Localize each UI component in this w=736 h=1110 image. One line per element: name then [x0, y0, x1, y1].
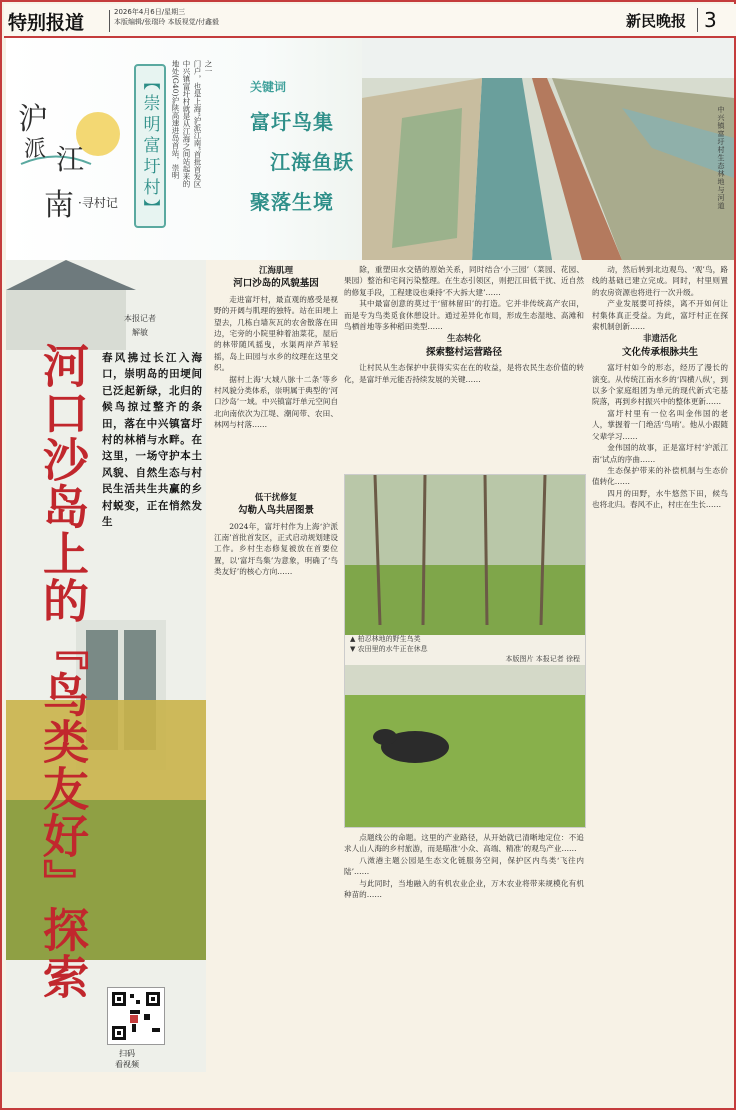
article-paragraph: 富圩村里有一位名叫金伟国的老人，掌握着一门绝活‘鸟哨’。他从小跟随父辈学习……	[592, 408, 728, 441]
section-heading: 探索整村运营路径	[425, 346, 502, 358]
column-tag: 【崇明富圩村】	[134, 64, 166, 228]
banner-headline-3: 聚落生境	[250, 190, 334, 214]
article-paragraph: 生态保护带来的补偿机制与生态价值转化……	[592, 465, 728, 487]
byline-name: 解敏	[132, 328, 148, 337]
article-paragraph: 与此同时，当地融入的有机农业企业，万木农业将带来规模化有机种苗的……	[344, 878, 584, 900]
qr-label-line: 看视频	[115, 1060, 139, 1069]
logo-char-2: 派	[24, 137, 47, 162]
intro-line: 之一	[204, 60, 213, 75]
logo-char-4: 南	[44, 188, 74, 223]
banner-headline-2: 江海鱼跃	[270, 150, 354, 174]
article-paragraph: 其中最富创意的莫过于‘留林留田’的打造。它并非传统高产农田，而是专为鸟类觅食休憩设计。通过差异化布局，形成生态湿地、高滩和鸟栖首地等多种稻田类型……	[344, 299, 584, 332]
lead-paragraph: 春风拂过长江入海口，崇明岛的田埂间已泛起新绿，北归的候鸟掠过整齐的条田，落在中兴镇富圩村的林梢与水畔。在这里，一场守护本土风貌、自然生态与村民生活共生共赢的乡村蜕变，正在悄然发生	[102, 352, 202, 529]
section-heading: 勾勒人鸟共居图景	[237, 505, 314, 517]
article-paragraph: 点题线公的命题。这里的产业路径，从开始就已清晰地定位：不追求人山人海的乡村旅游，而是瞄准‘小众、高端、精准’的观鸟产业……	[344, 833, 584, 854]
edition-date: 2026年4月6日/星期三	[114, 8, 186, 16]
section-label: 特别报道	[8, 12, 85, 34]
series-logo	[16, 94, 126, 234]
article-paragraph: 走进富圩村，最直观的感受是视野的开阔与肌理的独特。站在田埂上望去，几栋白墙灰瓦的农舍散落在田边，宅旁的小院里种着油菜花，屋后的林带随风摇曳，水渠两岸芦苇轻摇，岛上田园与水乡的纹理在这里交织。	[214, 294, 338, 373]
banner-headline-1: 富圩鸟集	[250, 110, 334, 134]
article-column-3	[592, 264, 728, 1066]
section-subheading: 江海肌理	[258, 266, 293, 276]
article-paragraph: 富圩村如今的形态，经历了漫长的演变。从传统江南水乡的‘四横八纵’，到以多个家庭组团为单元的现代新式宅基院落，再到乡村振兴中的整体更新……	[592, 363, 728, 407]
page-number: 3	[697, 8, 717, 32]
caption-line: ▲ 柏忍林地的野生鸟类	[350, 635, 421, 643]
newspaper-brand: 新民晚报	[626, 12, 687, 30]
byline-role: 本报记者	[124, 314, 156, 323]
article-paragraph: 2024年，富圩村作为上海‘沪派江南’首批首发区，正式启动规划建设工作。乡村生态修复被放在首要位置，以‘富圩鸟集’为意象，明确了‘鸟类友好’的核心方向……	[214, 521, 338, 577]
photo-caption	[350, 634, 580, 664]
section-subheading: 非遗活化	[642, 334, 677, 345]
qr-code[interactable]	[107, 987, 165, 1045]
article-paragraph: 四月的田野，水牛悠然下田，候鸟也将北归。春风不止，村庄在生长……	[592, 488, 728, 510]
article-paragraph: 产业发展要可持续，离不开如何让村集体真正受益。为此，富圩村正在探索机制创新……	[592, 299, 728, 332]
qr-label	[115, 1048, 139, 1070]
divider	[109, 10, 110, 32]
page-header	[4, 4, 736, 38]
edition-meta	[114, 7, 219, 27]
section-subheading: 生态转化	[446, 334, 481, 345]
section-heading: 文化传承根脉共生	[621, 346, 698, 358]
caption-line: ▼ 农田里的水牛正在休息	[350, 645, 428, 653]
logo-subtitle: ·寻村记	[78, 196, 118, 210]
section-subheading: 低干扰修复	[254, 492, 298, 503]
aerial-photo	[362, 38, 734, 260]
intro-line: 地处(G40)沪陕高速进岛首站，崇明	[171, 60, 180, 179]
article-paragraph: 据村上海‘大城八脉十二条’等乡村风貌分类体系，崇明属于典型的‘河口沙岛’一域。中兴镇富圩单元空间自北向南依次为江堤、潮间带、农田、林网与村落……	[214, 374, 338, 430]
article-paragraph: 让村民从生态保护中获得实实在在的收益，是将农民生态价值的转化，是富圩单元能否持续发展的关键……	[344, 363, 584, 384]
article-paragraph: 八滧港主题公园是生态文化链服务空间，保护区内鸟类‘飞往内陆’……	[344, 855, 584, 877]
logo-char-3: 江	[56, 143, 85, 176]
article-column-1	[214, 264, 338, 1066]
qr-label-line: 扫码	[119, 1049, 135, 1058]
section-heading: 河口沙岛的风貌基因	[233, 278, 319, 290]
intro-line: 中兴镇富圩村就是从江海之间站起来的	[182, 60, 191, 188]
article-column-2-bottom	[344, 832, 584, 1066]
banner-side-note: 中兴镇富圩村生态林地与河道	[717, 106, 725, 210]
logo-char-1: 沪	[18, 102, 48, 137]
edition-editors: 本版编辑/张瑞玲 本版视觉/付鑫毅	[114, 18, 219, 26]
photo-credit: 本版图片 本报记者 徐程	[505, 655, 580, 663]
lead-headline: 河口沙岛上的『鸟类友好』探索	[36, 342, 90, 1000]
article-paragraph: 除，重塑田水交错的原始关系，同时结合‘小三园’（菜园、花园、果园）整治和宅间污染整理。在生态引领区，则把江田低干扰、近自然的修复手段，工程建设也秉持‘不大拆大建’……	[344, 265, 584, 297]
intro-line: 门户，也是上海“沪派江南”首批首发区	[193, 60, 202, 188]
keyword-label: 关键词	[250, 80, 287, 94]
banner-intro	[170, 60, 214, 240]
article-column-2-top	[344, 264, 584, 470]
article-paragraph: 金伟国的故事，正是富圩村‘沪派江南’试点的序曲……	[592, 443, 728, 464]
article-paragraph: 动，然后转到北边观鸟、‘观’鸟，路线的基础已建立完成。同时，村里则置的农房资源也将进行一次升级。	[592, 265, 728, 297]
byline	[124, 312, 156, 340]
